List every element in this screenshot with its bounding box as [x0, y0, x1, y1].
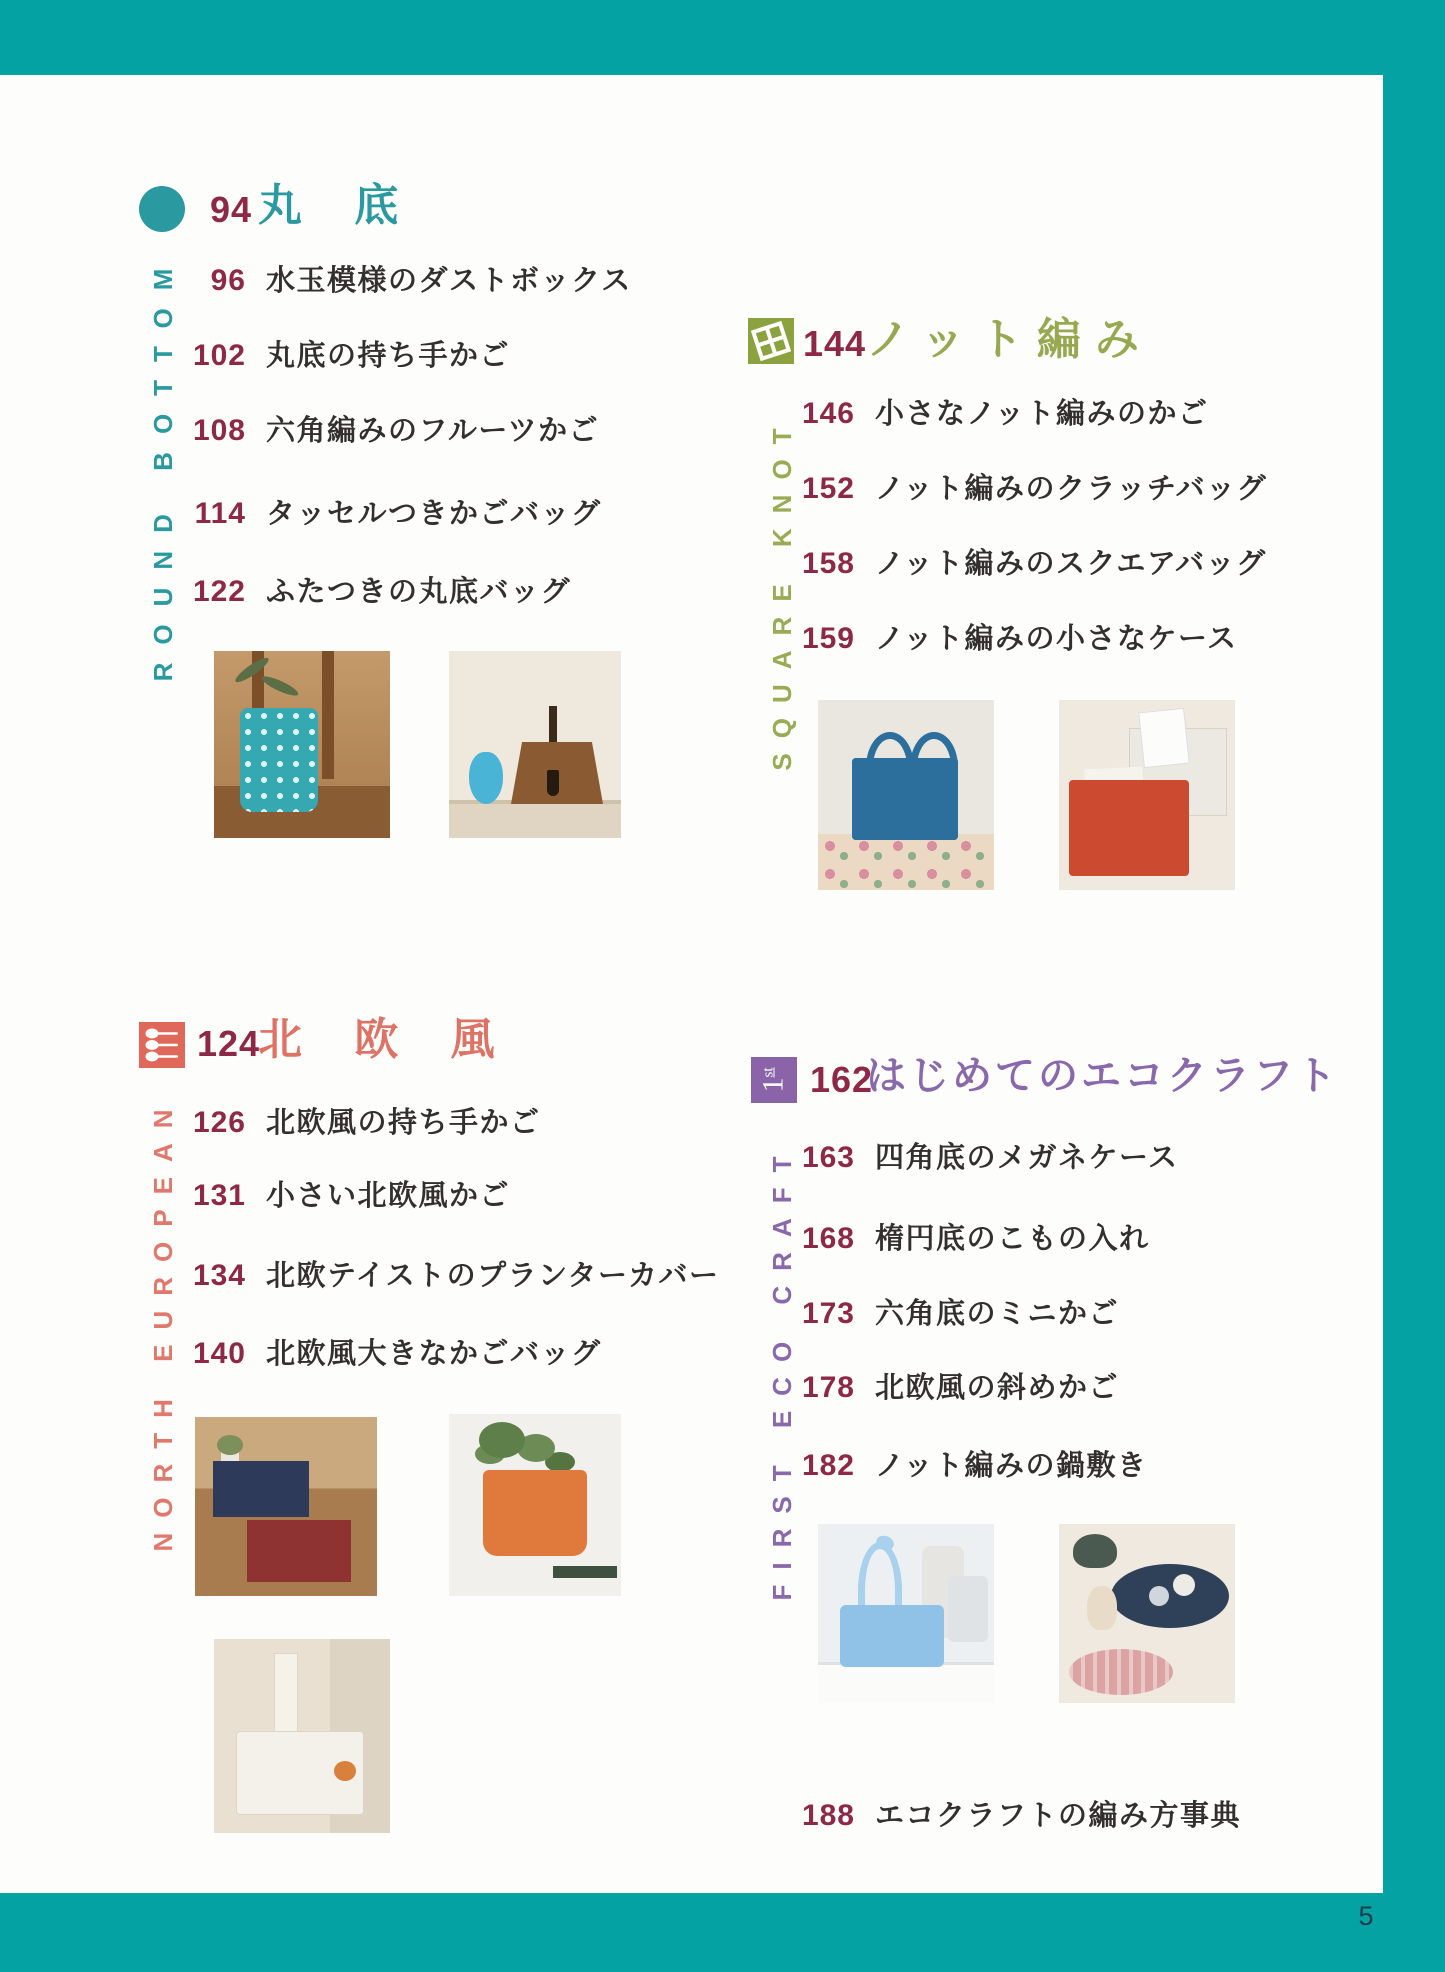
section-title: はじめてのエコクラフト — [866, 1054, 1339, 1098]
entry-page-number: 126 — [192, 1106, 246, 1139]
right-border-band — [1383, 0, 1445, 1972]
photo-blue-ribbon-basket — [818, 1524, 994, 1703]
plant-shape — [479, 1422, 525, 1458]
toc-entry — [182, 1253, 719, 1294]
cup-shape — [1149, 1586, 1169, 1606]
entry-page-number: 173 — [801, 1297, 855, 1330]
toc-entry — [182, 258, 632, 299]
toc-entry — [791, 541, 1267, 582]
entry-page-number: 182 — [801, 1449, 855, 1482]
entry-page-number: 134 — [192, 1259, 246, 1292]
entry-page-number: 158 — [801, 547, 855, 580]
teapot-shape — [1073, 1534, 1117, 1568]
toc-entry — [182, 1331, 602, 1372]
section-title: 北 欧 風 — [258, 1015, 515, 1064]
entry-page-number: 108 — [192, 414, 246, 447]
entry-page-number: 152 — [801, 472, 855, 505]
toc-entry — [791, 1216, 1150, 1257]
blue-basket-shape — [840, 1605, 944, 1667]
shelf-shape — [818, 1662, 994, 1703]
book-shape — [553, 1566, 617, 1578]
grid-window-icon — [748, 318, 794, 364]
entry-page-number: 102 — [192, 339, 246, 372]
vertical-label-round-bottom: ROUND BOTTOM — [147, 250, 178, 682]
toc-entry — [182, 333, 510, 374]
fruit-shape — [334, 1761, 356, 1781]
entry-page-number: 131 — [192, 1179, 246, 1212]
entry-title: 四角底のメガネケース — [875, 1142, 1179, 1174]
cushion-shape — [818, 834, 994, 890]
planter-shape — [483, 1470, 587, 1556]
entry-title: 楕円底のこもの入れ — [875, 1223, 1150, 1255]
photo-blue-knot-bag — [818, 700, 994, 890]
canister-shape — [948, 1576, 988, 1642]
entry-title: 六角底のミニかご — [875, 1298, 1120, 1330]
vase-shape — [469, 752, 503, 804]
vertical-label-square-knot: SQUARE KNOT — [766, 413, 797, 771]
photo-white-basket — [214, 1639, 390, 1833]
section-title: ノット編み — [866, 315, 1153, 364]
toc-entry — [791, 1135, 1179, 1176]
first-badge-icon: 1st — [751, 1057, 797, 1103]
toc-entry — [182, 569, 571, 610]
entry-title: 北欧風の持ち手かご — [266, 1107, 541, 1139]
entry-title: 丸底の持ち手かご — [266, 340, 511, 372]
succulent-shape — [217, 1435, 243, 1455]
bag-texture — [852, 758, 958, 840]
entry-title: 水玉模様のダストボックス — [266, 265, 632, 297]
toc-entry — [791, 1443, 1147, 1484]
basket-shape — [240, 708, 318, 812]
entry-title: エコクラフトの編み方事典 — [875, 1800, 1242, 1832]
pink-tray-shape — [1069, 1649, 1173, 1695]
red-basket-shape — [247, 1520, 351, 1582]
entry-title: 北欧風大きなかごバッグ — [266, 1338, 602, 1370]
entry-title: ノット編みの鍋敷き — [875, 1450, 1148, 1482]
photo-orange-planter — [449, 1414, 621, 1596]
ribbon-handle-shape — [858, 1542, 902, 1611]
entry-page-number: 146 — [801, 397, 855, 430]
entry-page-number: 114 — [194, 497, 246, 530]
entry-page-number: 159 — [801, 622, 855, 655]
entry-page-number: 188 — [801, 1799, 855, 1832]
cat-figurine-shape — [1087, 1586, 1117, 1630]
toc-entry — [791, 1365, 1119, 1406]
toc-entry — [182, 408, 599, 449]
bag-handle-shape — [910, 732, 958, 767]
entry-title: 小さなノット編みのかご — [875, 398, 1209, 430]
window-frame-shape — [322, 651, 334, 779]
toc-entry — [182, 491, 602, 532]
entry-page-number: 140 — [192, 1337, 246, 1370]
top-border-band — [0, 0, 1445, 75]
entry-title: ノット編みのクラッチバッグ — [875, 473, 1268, 505]
entry-title: ふたつきの丸底バッグ — [266, 576, 572, 608]
toc-entry — [791, 1291, 1119, 1332]
red-basket-shape — [1069, 780, 1189, 876]
entry-page-number: 96 — [210, 264, 246, 297]
toc-entry — [791, 1793, 1241, 1834]
navy-basket-shape — [213, 1461, 309, 1517]
entry-page-number: 178 — [801, 1371, 855, 1404]
basket-handle-shape — [274, 1653, 298, 1743]
section-page-number: 124 — [197, 1023, 261, 1064]
entry-page-number: 163 — [801, 1141, 855, 1174]
entry-page-number: 122 — [192, 575, 246, 608]
bag-handle-shape — [866, 732, 914, 767]
section-page-number: 144 — [803, 323, 867, 364]
entry-title: ノット編みのスクエアバッグ — [875, 548, 1267, 580]
entry-title: 北欧風の斜めかご — [875, 1372, 1120, 1404]
photo-polka-dot-basket — [214, 651, 390, 838]
bottom-border-band — [0, 1893, 1445, 1972]
photo-handle-basket-vase — [449, 651, 621, 838]
vertical-label-first-eco-craft: FIRST ECO CRAFT — [766, 1141, 797, 1601]
entry-title: 小さい北欧風かご — [266, 1180, 511, 1212]
photo-red-white-baskets — [1059, 700, 1235, 890]
card-shape — [1138, 708, 1190, 769]
toc-entry — [791, 616, 1238, 657]
toc-entry — [182, 1100, 541, 1141]
photo-navy-tray-teapot — [1059, 1524, 1235, 1703]
toc-entry — [791, 466, 1267, 507]
entry-page-number: 168 — [801, 1222, 855, 1255]
entry-title: ノット編みの小さなケース — [875, 623, 1238, 655]
spoons-icon — [139, 1022, 185, 1068]
section-page-number: 94 — [210, 189, 253, 230]
circle-icon — [139, 186, 185, 232]
entry-title: 北欧テイストのプランターカバー — [266, 1260, 720, 1292]
shelf-shape — [449, 800, 621, 838]
photo-navy-red-baskets — [195, 1417, 377, 1596]
section-title: 丸 底 — [258, 181, 419, 230]
section-page-number: 162 — [810, 1059, 874, 1100]
page-number: 5 — [1358, 1901, 1374, 1931]
cup-shape — [1173, 1574, 1195, 1596]
toc-entry — [182, 1173, 510, 1214]
toc-entry — [791, 391, 1208, 432]
entry-title: タッセルつきかごバッグ — [266, 498, 602, 530]
vertical-label-north-european: NORTH EUROPEAN — [147, 1094, 178, 1552]
entry-title: 六角編みのフルーツかご — [266, 415, 600, 447]
leaf-shape — [260, 673, 300, 699]
tassel-shape — [547, 770, 559, 796]
navy-tray-shape — [1111, 1564, 1229, 1628]
